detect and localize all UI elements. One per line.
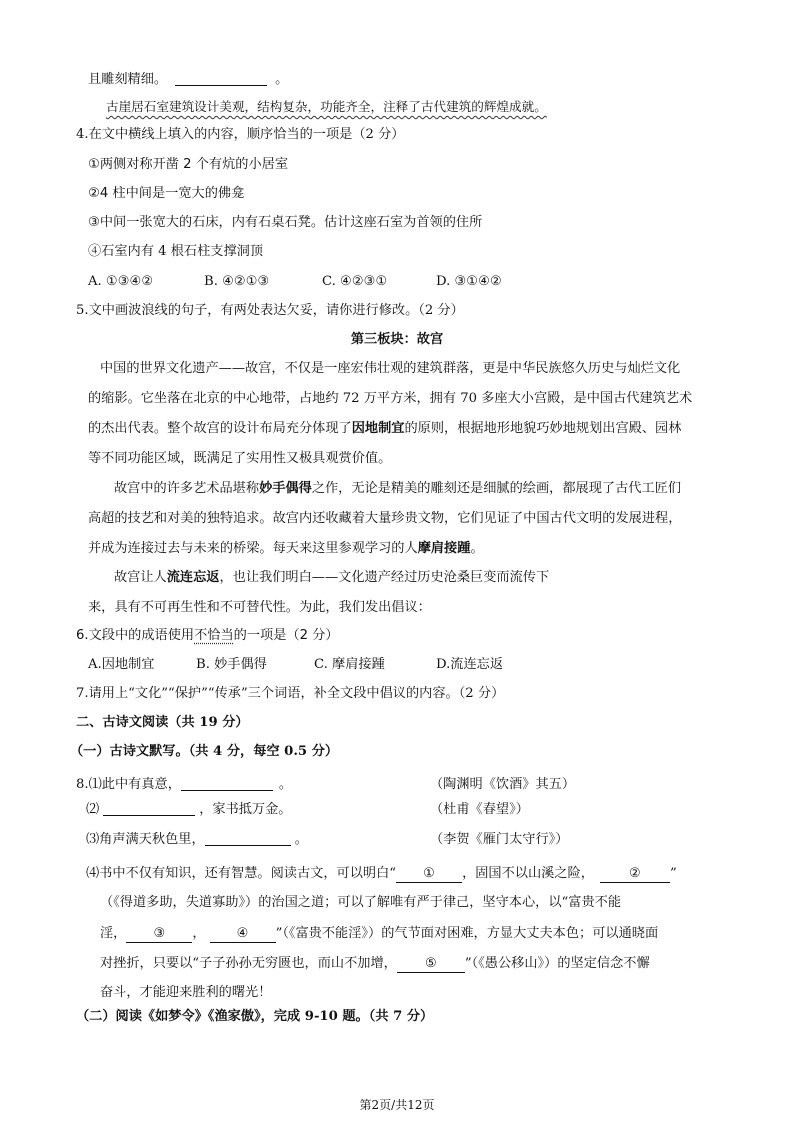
text: 8.⑴此中有真意，	[76, 777, 181, 792]
idiom-highlight: 摩肩接踵	[417, 541, 471, 556]
text: ⑶角声满天秋色里，	[86, 832, 205, 847]
q8-line-4	[86, 865, 677, 883]
text: 。	[278, 777, 293, 792]
q6-option-d[interactable]: D.流连忘返	[436, 657, 504, 672]
q6-option-a[interactable]: A.因地制宜	[88, 657, 155, 672]
citation: （陶渊明《饮酒》其五）	[430, 777, 576, 792]
idiom-highlight: 流连忘返	[166, 570, 220, 585]
paragraph-line: 中国的世界文化遗产——故宫，不仅是一座宏伟壮观的建筑群落，更是中华民族悠久历史与灿烂文化	[100, 361, 681, 376]
text: 并成为连接过去与未来的桥梁。每天来这里参观学习的人	[88, 541, 418, 556]
paragraph-line: 等不同功能区域，既满足了实用性又极具观赏价值。	[88, 451, 392, 466]
text: ”（《愚公移山》）的坚定信念不懈	[464, 956, 650, 971]
text: ，固国不以山溪之险，	[462, 866, 594, 881]
wavy-sentence: 古崖居石室建筑设计美观，结构复杂，功能齐全，注释了古代建筑的辉煌成就。	[106, 99, 547, 114]
q4-item-2: ②4 柱中间是一宽大的佛龛	[88, 186, 245, 201]
text: 的原则，根据地形地貌巧妙地规划出宫殿、园林	[404, 421, 682, 436]
q4-item-1: ①两侧对称开凿 2 个有炕的小居室	[88, 157, 289, 172]
text: 。	[470, 541, 484, 556]
citation: （杜甫《春望》）	[430, 802, 529, 817]
idiom-highlight: 因地制宜	[351, 421, 405, 436]
numbered-blank-1[interactable]: ①	[396, 866, 462, 883]
q6-option-b[interactable]: B. 妙手偶得	[196, 657, 267, 672]
answer-blank[interactable]	[175, 71, 267, 86]
paragraph-line	[114, 480, 681, 498]
paragraph-line	[88, 540, 484, 558]
idiom-highlight: 妙手偶得	[259, 481, 312, 496]
text: 。	[275, 72, 289, 87]
sub-heading: （二）阅读《如梦令》《渔家傲》，完成 9-10 题。（共 7 分）	[76, 1009, 434, 1024]
q6-option-c[interactable]: C. 摩肩接踵	[314, 657, 385, 672]
q4-option-b[interactable]: B. ④②①③	[204, 274, 270, 289]
numbered-blank-5[interactable]: ⑤	[397, 956, 465, 973]
page-number: 第2页/共12页	[359, 1098, 435, 1112]
question-6-stem	[76, 627, 339, 645]
question-5-stem: 5.文中画波浪线的句子，有两处表达欠妥，请你进行修改。（2 分）	[76, 303, 464, 318]
text: ”	[669, 866, 677, 881]
answer-blank[interactable]	[181, 776, 273, 791]
section-heading: 第三板块：故宫	[350, 332, 444, 347]
line-continuation	[88, 71, 288, 89]
text: 的一项是（2 分）	[233, 628, 339, 643]
q4-option-c[interactable]: C. ④②③①	[322, 274, 388, 289]
text: ⑵	[86, 802, 100, 817]
q4-option-a[interactable]: A. ①③④②	[88, 274, 154, 289]
paragraph-line	[114, 569, 549, 587]
numbered-blank-3[interactable]: ③	[126, 926, 192, 943]
numbered-blank-4[interactable]: ④	[210, 926, 276, 943]
citation: （李贺《雁门太守行》）	[430, 832, 569, 847]
q8-line-1	[76, 776, 292, 794]
answer-blank[interactable]	[103, 801, 195, 816]
text: 故宫让人	[114, 570, 167, 585]
text: 的杰出代表。整个故宫的设计布局充分体现了	[88, 421, 352, 436]
q8-line-3	[86, 831, 308, 849]
q4-option-d[interactable]: D. ③①④②	[436, 274, 502, 289]
q4-item-3: ③中间一张宽大的石床，内有石桌石凳。估计这座石室为首领的住所	[88, 215, 483, 230]
question-7-stem: 7.请用上“文化”“保护”“传承”三个词语，补全文段中倡议的内容。（2 分）	[76, 686, 505, 701]
paragraph-line: 来，具有不可再生性和不可替代性。为此，我们发出倡议：	[88, 600, 431, 615]
q4-item-4: ④石室内有 4 根石柱支撑洞顶	[88, 244, 264, 259]
text: ，	[192, 926, 206, 941]
text: 6.文段中的成语使用	[76, 628, 195, 643]
text: ”（《富贵不能淫》）的气节面对困难，方显大丈夫本色；可以通晓面	[275, 926, 659, 941]
text: 。	[294, 832, 308, 847]
text: 故宫中的许多艺术品堪称	[114, 481, 260, 496]
sub-heading: （一）古诗文默写。（共 4 分，每空 0.5 分）	[70, 744, 339, 759]
text: ，家书抵万金。	[199, 802, 292, 817]
paragraph-line	[88, 420, 681, 438]
answer-blank[interactable]	[205, 831, 291, 846]
paragraph-line: 的缩影。它坐落在北京的中心地带，占地约 72 万平方米，拥有 70 多座大小宫殿，是中国古代建筑艺术	[88, 391, 693, 406]
q8-line-8: 奋斗，才能迎来胜利的曙光！	[100, 985, 272, 1000]
emphasis-text: 不恰当	[194, 628, 234, 643]
part-heading: 二、古诗文阅读（共 19 分）	[76, 715, 249, 730]
text: 对挫折，只要以“子子孙孙无穷匮也，而山不加增，	[100, 956, 397, 971]
text: 之作，无论是精美的雕刻还是细腻的绘画，都展现了古代工匠们	[311, 481, 682, 496]
q8-line-6	[100, 925, 658, 943]
q8-line-5: （《得道多助，失道寡助》）的治国之道；可以了解唯有严于律己，坚守本心，以“富贵不能	[100, 895, 622, 910]
q8-line-2	[86, 801, 292, 819]
numbered-blank-2[interactable]: ②	[600, 866, 670, 883]
text: ⑷书中不仅有知识，还有智慧。阅读古文，可以明白“	[86, 866, 397, 881]
text: 且雕刻精细。	[88, 72, 168, 87]
paragraph-line: 高超的技艺和对美的独特追求。故宫内还收藏着大量珍贵文物，它们见证了中国古代文明的发展进程，	[88, 511, 682, 526]
text: 淫，	[100, 926, 127, 941]
q8-line-7	[100, 955, 650, 973]
text: ，也让我们明白——文化遗产经过历史沧桑巨变而流传下	[219, 570, 550, 585]
question-4-stem: 4.在文中横线上填入的内容，顺序恰当的一项是（2 分）	[76, 127, 405, 142]
